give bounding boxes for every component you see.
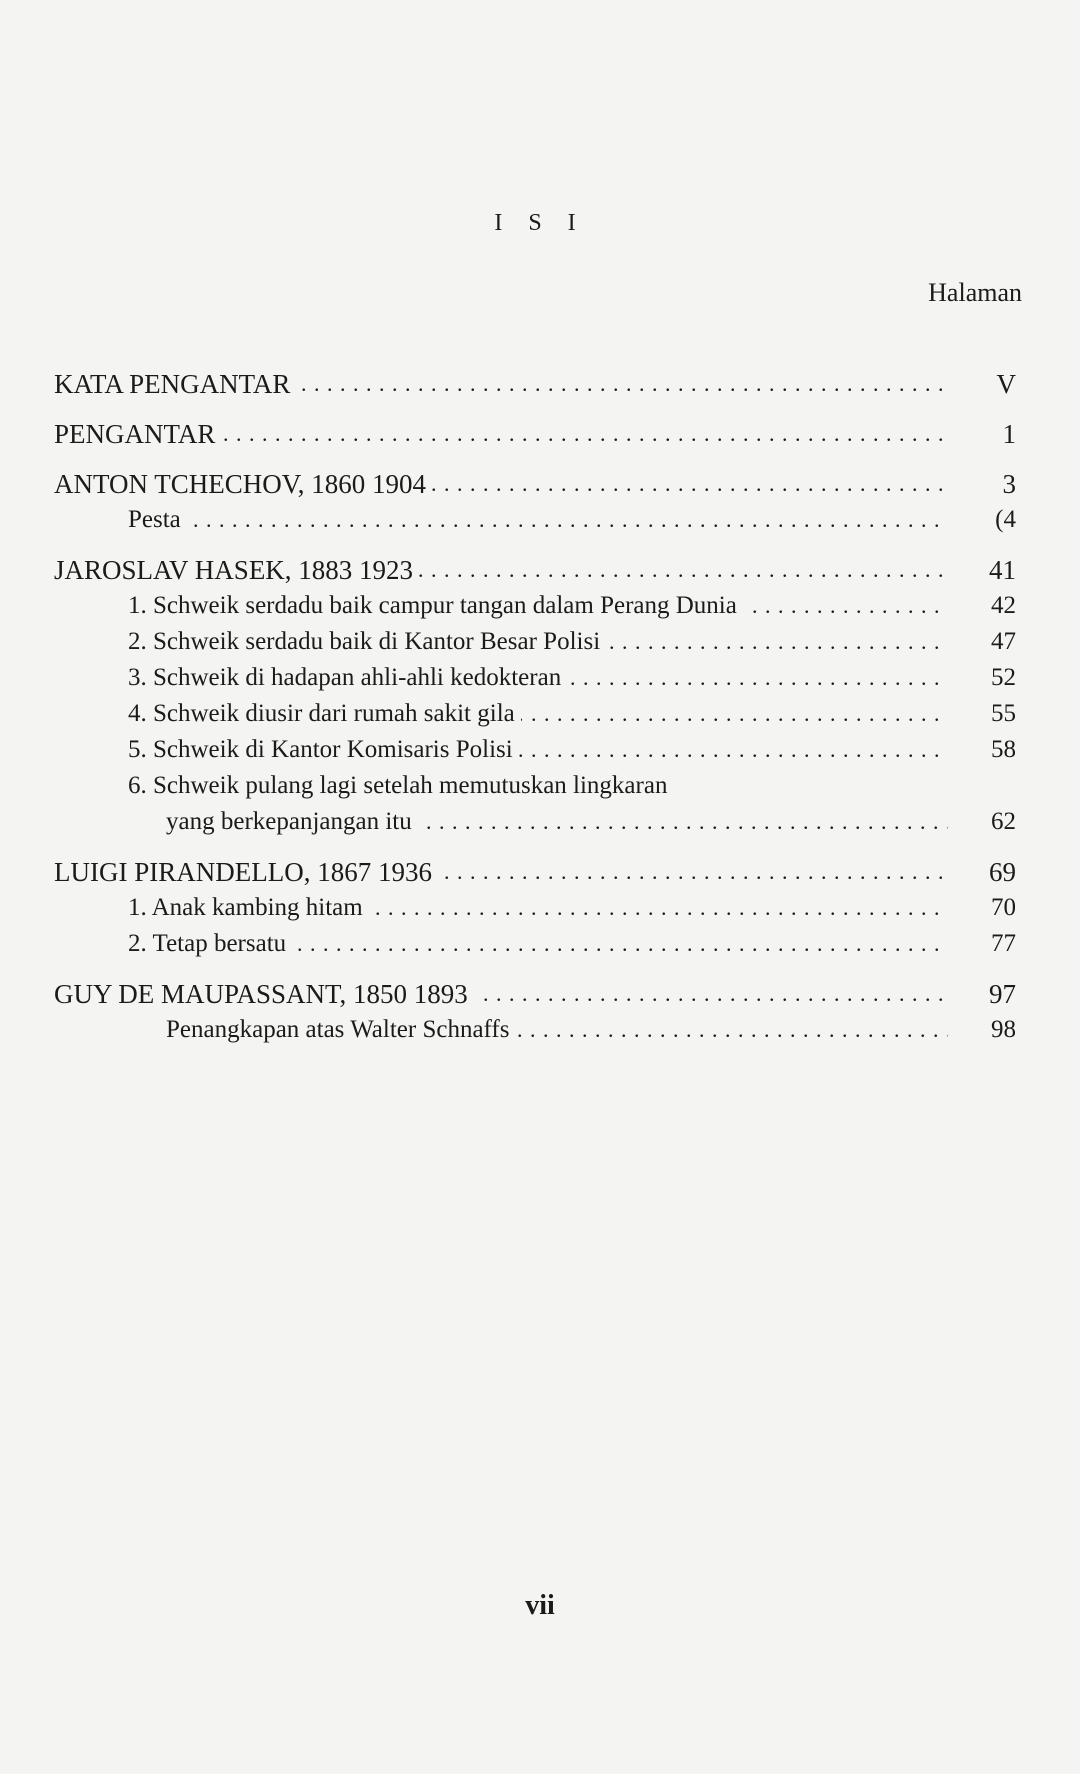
toc-entry xyxy=(54,768,1024,804)
toc-entry xyxy=(54,502,1024,538)
toc-entry-page: 42 xyxy=(991,592,1016,619)
toc-entry xyxy=(54,366,1024,402)
toc-entry-title: yang berkepanjangan itu xyxy=(166,808,418,835)
toc-entry-page: 52 xyxy=(991,664,1016,691)
toc-entry-title: ANTON TCHECHOV, 1860 1904 xyxy=(54,469,432,499)
toc-entry-title: JAROSLAV HASEK, 1883 1923 xyxy=(54,555,419,585)
toc-entry xyxy=(54,416,1024,452)
toc-entry-title: 2. Schweik serdadu baik di Kantor Besar Polisi xyxy=(128,628,606,655)
toc-entry-page: 77 xyxy=(991,930,1016,957)
toc-entry-page: 62 xyxy=(991,808,1016,835)
page-title: I S I xyxy=(494,210,586,236)
table-of-contents xyxy=(54,366,1024,1048)
toc-entry-title: Penangkapan atas Walter Schnaffs xyxy=(166,1016,515,1043)
toc-entry xyxy=(54,890,1024,926)
toc-entry-page: 70 xyxy=(991,894,1016,921)
toc-entry-title: PENGANTAR xyxy=(54,419,221,449)
page-number: vii xyxy=(525,1590,555,1621)
toc-entry-title: 6. Schweik pulang lagi setelah memutuskan lingkaran xyxy=(128,772,673,799)
toc-entry xyxy=(54,1012,1024,1048)
toc-entry-page: 3 xyxy=(1002,469,1016,499)
toc-entry-page: (4 xyxy=(995,506,1016,533)
toc-entry xyxy=(54,696,1024,732)
toc-entry xyxy=(54,588,1024,624)
toc-entry-title: GUY DE MAUPASSANT, 1850 1893 xyxy=(54,979,474,1009)
toc-entry-page: 97 xyxy=(989,979,1016,1009)
toc-entry-title: 1. Schweik serdadu baik campur tangan dalam Perang Dunia xyxy=(128,592,743,619)
toc-entry-page: 47 xyxy=(991,628,1016,655)
toc-entry xyxy=(54,732,1024,768)
toc-entry-title: 4. Schweik diusir dari rumah sakit gila xyxy=(128,700,521,727)
page-column-header: Halaman xyxy=(928,278,1022,307)
toc-entry-title: 2. Tetap bersatu xyxy=(128,930,292,957)
toc-entry-page: 58 xyxy=(991,736,1016,763)
toc-entry-title: LUIGI PIRANDELLO, 1867 1936 xyxy=(54,857,438,887)
toc-entry-page: 55 xyxy=(991,700,1016,727)
toc-entry-title: 1. Anak kambing hitam xyxy=(128,894,369,921)
toc-entry-page: 98 xyxy=(991,1016,1016,1043)
toc-entry xyxy=(54,854,1024,890)
toc-entry-page: 1 xyxy=(1002,419,1016,449)
toc-entry xyxy=(54,926,1024,962)
toc-entry-page: 41 xyxy=(989,555,1016,585)
toc-entry-title: 5. Schweik di Kantor Komisaris Polisi xyxy=(128,736,519,763)
toc-entry-page: V xyxy=(996,369,1016,399)
toc-entry xyxy=(54,976,1024,1012)
toc-entry xyxy=(54,466,1024,502)
toc-entry-title: Pesta xyxy=(128,506,187,533)
toc-entry xyxy=(54,804,1024,840)
toc-entry xyxy=(54,660,1024,696)
toc-entry-title: KATA PENGANTAR xyxy=(54,369,296,399)
toc-entry xyxy=(54,624,1024,660)
toc-entry-title: 3. Schweik di hadapan ahli-ahli kedokteran xyxy=(128,664,567,691)
toc-entry-page: 69 xyxy=(989,857,1016,887)
toc-entry xyxy=(54,552,1024,588)
